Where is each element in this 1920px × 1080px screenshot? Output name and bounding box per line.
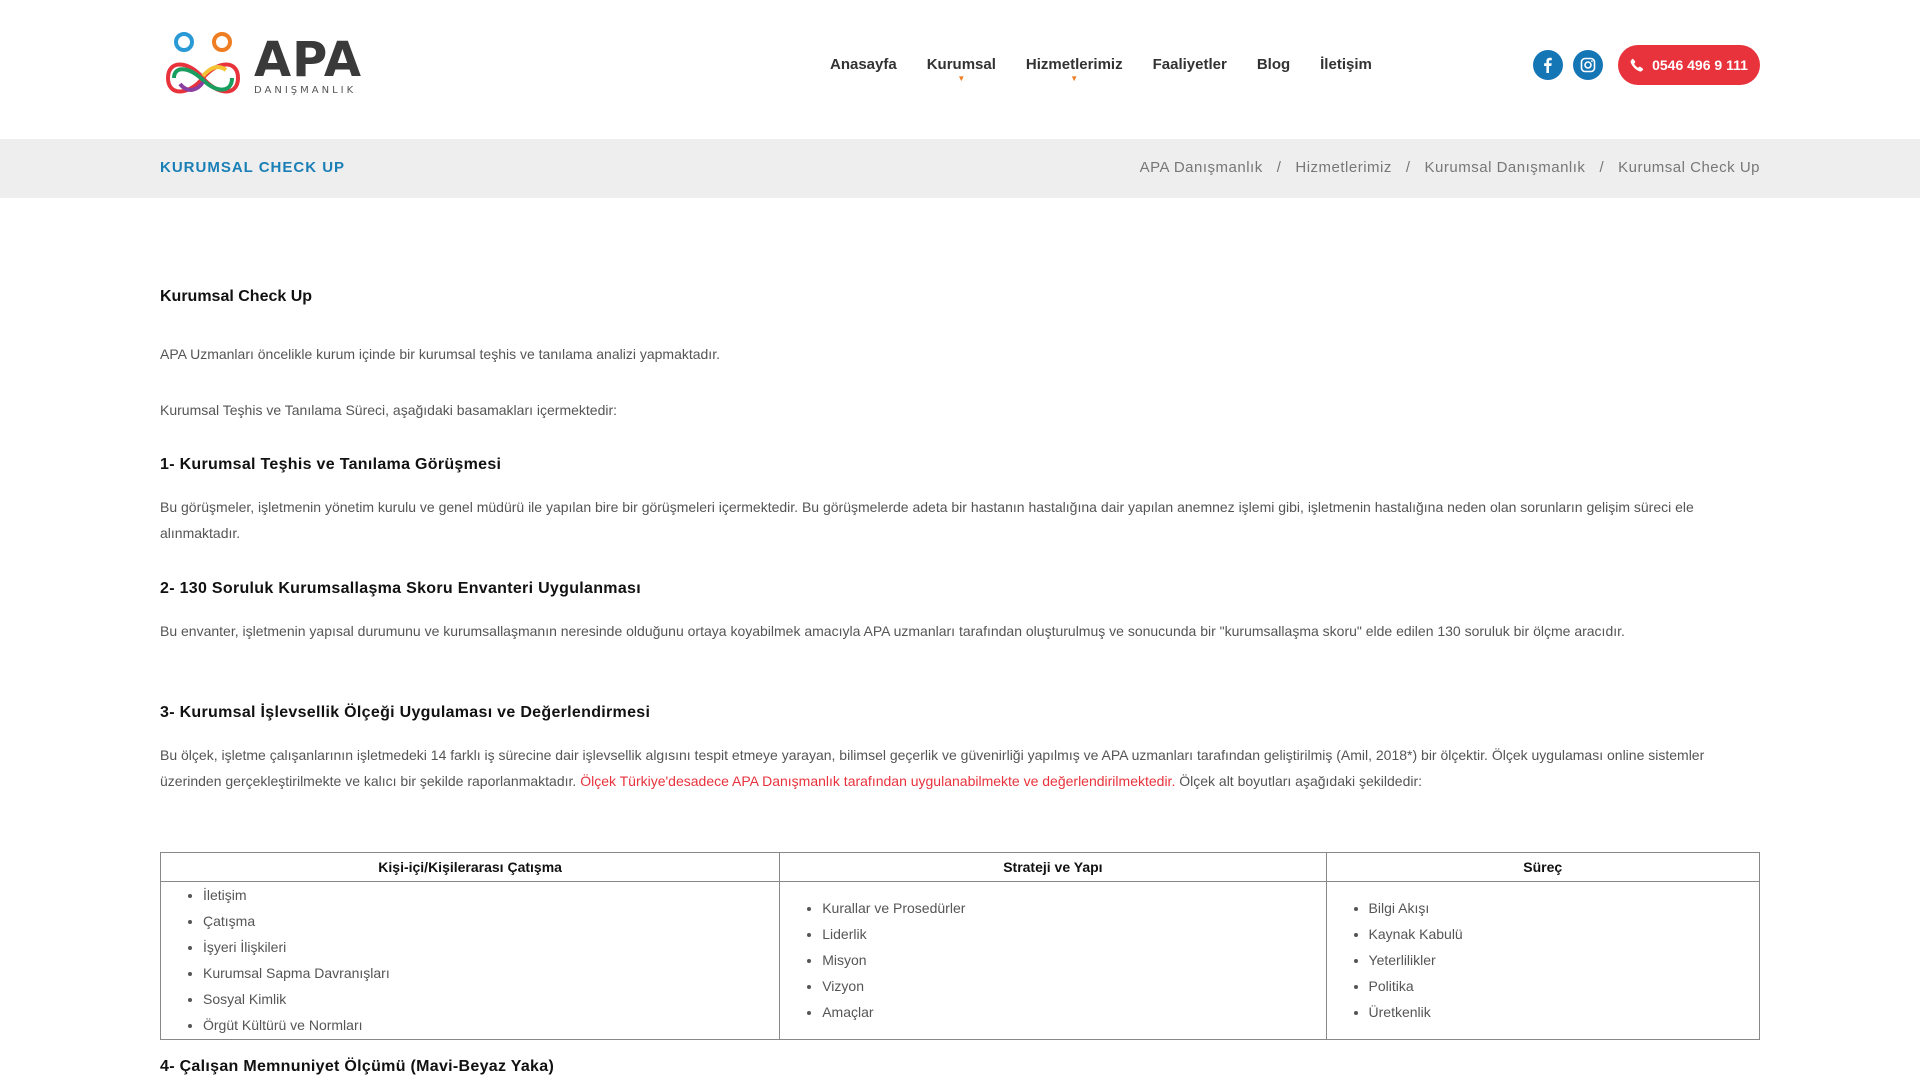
phone-number: 0546 496 9 111 (1652, 57, 1748, 73)
list-item: • Bilgi Akışı (1369, 895, 1759, 921)
chevron-down-icon: ▼ (957, 74, 966, 83)
list-item: • Vizyon (822, 973, 1325, 999)
breadcrumb (1140, 159, 1760, 176)
section-3-title: 3- Kurumsal İşlevsellik Ölçeği Uygulaması ve Değerlendirmesi (160, 704, 651, 721)
list-item: • Politika (1369, 973, 1759, 999)
table-header: Süreç (1327, 853, 1759, 882)
logo-subtitle: DANIŞMANLIK (254, 84, 357, 96)
instagram-link[interactable] (1573, 50, 1603, 80)
breadcrumb-separator: / (1405, 159, 1411, 176)
table-column (1327, 853, 1759, 1039)
breadcrumb-separator: / (1599, 159, 1605, 176)
nav-item-anasayfa[interactable] (830, 56, 897, 73)
content-heading: Kurumsal Check Up (160, 288, 313, 305)
section-2-title: 2- 130 Soruluk Kurumsallaşma Skoru Envanteri Uygulanması (160, 580, 641, 597)
logo-text (254, 31, 363, 96)
dimension-table (160, 852, 1760, 1040)
section-3-text (160, 742, 1760, 794)
phone-icon (1630, 58, 1644, 72)
facebook-icon (1540, 57, 1556, 73)
breadcrumb-home[interactable]: APA Danışmanlık (1139, 159, 1263, 176)
nav-item-label: Faaliyetler (1152, 56, 1227, 73)
list-item: • Örgüt Kültürü ve Normları (203, 1012, 779, 1038)
nav-item-iletisim[interactable] (1320, 56, 1372, 73)
facebook-link[interactable] (1533, 50, 1563, 80)
list-item: • İletişim (203, 882, 779, 908)
site-logo[interactable] (160, 30, 365, 102)
page-title: KURUMSAL CHECK UP (160, 159, 346, 176)
nav-item-label: Hizmetlerimiz (1025, 56, 1123, 73)
nav-item-kurumsal[interactable] (926, 56, 996, 83)
instagram-icon (1580, 57, 1596, 73)
breadcrumb-separator: / (1276, 159, 1282, 176)
list-item: • Kurumsal Sapma Davranışları (203, 960, 779, 986)
breadcrumb-kurumsal-danismanlik[interactable]: Kurumsal Danışmanlık (1424, 159, 1586, 176)
nav-item-hizmetlerimiz[interactable] (1025, 56, 1123, 83)
section-3-text-b: Ölçek alt boyutları aşağıdaki şekildedir: (1175, 773, 1423, 789)
section-3-text-a: Bu ölçek, işletme çalışanlarının işletmedeki 14 farklı iş sürecine dair işlevsellik algısını tespit etmeye yarayan, bilimsel geçerlik ve güvenirliği yapılmış ve APA uzmanları tarafından geliştirilmiş (Amil, 2018*) bir ölçektir. Ölçek uygulaması online sistemler üzerinden gerçekleştirilmekte ve kalıcı bir şekilde raporlanmaktadır. (160, 747, 1705, 789)
logo-mark-icon (160, 30, 246, 102)
nav-item-label: Kurumsal (926, 56, 996, 73)
page-title-bar (0, 139, 1920, 198)
table-column (161, 853, 780, 1039)
intro-paragraph-2: Kurumsal Teşhis ve Tanılama Süreci, aşağıdaki basamakları içermektedir: (160, 402, 618, 418)
list-item: • Misyon (822, 947, 1325, 973)
nav-item-faaliyetler[interactable] (1153, 56, 1227, 73)
list-item: • Kurallar ve Prosedürler (822, 895, 1325, 921)
section-1-title: 1- Kurumsal Teşhis ve Tanılama Görüşmesi (160, 456, 502, 473)
list-item: • İşyeri İlişkileri (203, 934, 779, 960)
table-header: Kişi-içi/Kişilerarası Çatışma (161, 853, 779, 882)
table-column (780, 853, 1326, 1039)
phone-button[interactable] (1618, 45, 1760, 85)
list-item: • Kaynak Kabulü (1369, 921, 1759, 947)
list-item: • Çatışma (203, 908, 779, 934)
section-1-text: Bu görüşmeler, işletmenin yönetim kurulu ve genel müdürü ile yapılan bire bir görüşmeleri içermektedir. Bu görüşmelerde adeta bir hastanın hastalığına dair yapılan anemnez işlemi gibi, işletmenin hastalığına neden olan sorunların gelişim süreci ele alınmaktadır. (160, 499, 1694, 541)
intro-paragraph: APA Uzmanları öncelikle kurum içinde bir kurumsal teşhis ve tanılama analizi yapmaktadır. (160, 346, 720, 362)
main-nav (830, 56, 1402, 83)
nav-item-blog[interactable] (1257, 56, 1290, 73)
table-header: Strateji ve Yapı (780, 853, 1325, 882)
logo-word: APA (254, 31, 363, 88)
section-3-highlight: Ölçek Türkiye'desadece APA Danışmanlık tarafından uygulanabilmekte ve değerlendirilmektedir. (580, 773, 1176, 789)
breadcrumb-hizmetlerimiz[interactable]: Hizmetlerimiz (1295, 159, 1392, 176)
section-4-title: 4- Çalışan Memnuniyet Ölçümü (Mavi-Beyaz Yaka) (160, 1058, 555, 1075)
list-item: • Sosyal Kimlik (203, 986, 779, 1012)
section-2-text: Bu envanter, işletmenin yapısal durumunu ve kurumsallaşmanın neresinde olduğunu ortaya koyabilmek amacıyla APA uzmanları tarafından oluşturulmuş ve sonucunda bir "kurumsallaşma skoru" elde edilen 130 soruluk bir ölçme aracıdır. (160, 623, 1625, 639)
table-list (780, 882, 1325, 1025)
list-item: • Liderlik (822, 921, 1325, 947)
nav-item-label: Anasayfa (830, 56, 897, 73)
table-list (161, 882, 779, 1038)
list-item: • Yeterlilikler (1369, 947, 1759, 973)
nav-item-label: İletişim (1320, 56, 1372, 73)
table-list (1327, 882, 1759, 1025)
site-header (0, 0, 1920, 139)
nav-item-label: Blog (1256, 56, 1291, 73)
chevron-down-icon: ▼ (1070, 74, 1079, 83)
list-item: • Üretkenlik (1369, 999, 1759, 1025)
list-item: • Amaçlar (822, 999, 1325, 1025)
breadcrumb-current: Kurumsal Check Up (1618, 159, 1760, 176)
